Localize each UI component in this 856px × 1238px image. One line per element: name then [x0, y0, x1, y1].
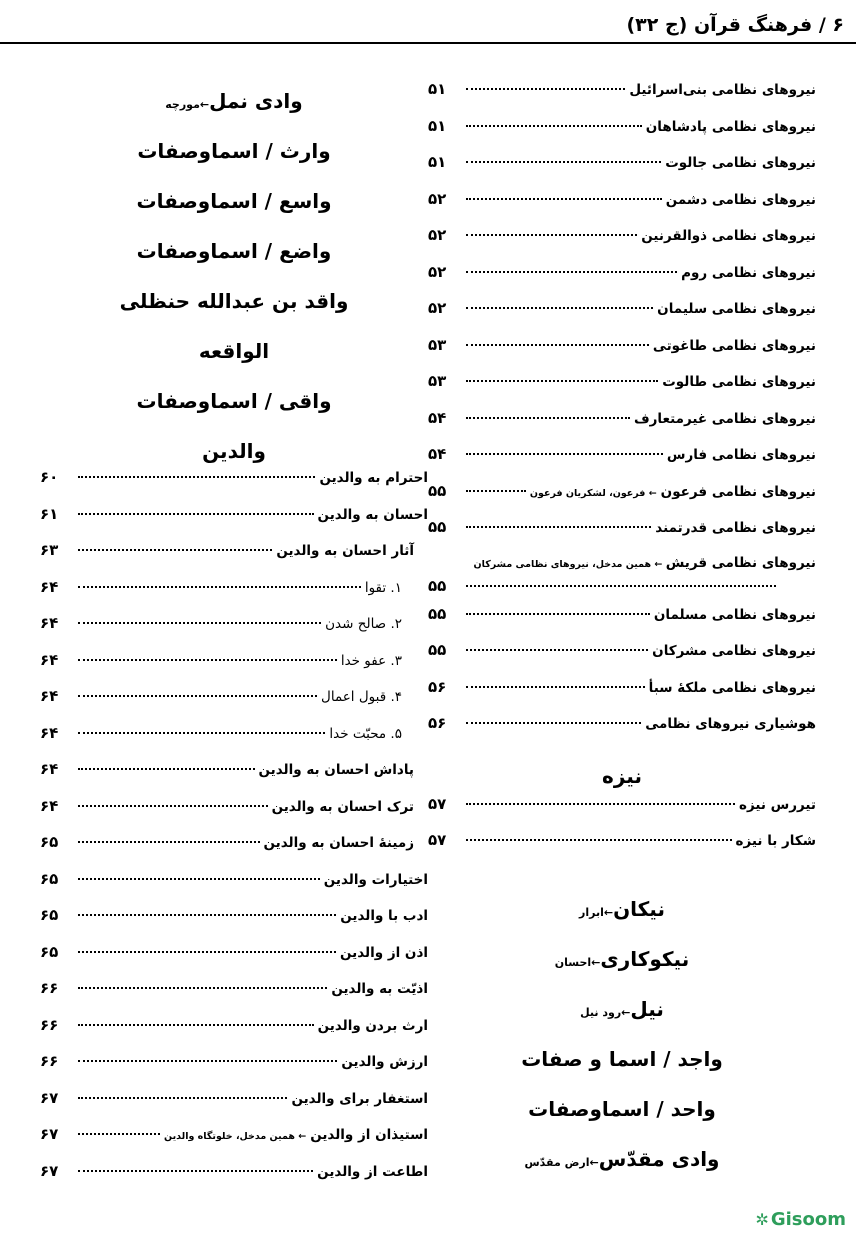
spear-entries — [428, 795, 816, 868]
dot-leader — [78, 659, 337, 661]
toc-entry[interactable] — [428, 678, 816, 715]
toc-entry-title: شکار با نیزه — [735, 833, 816, 849]
toc-entry-title: نیروهای نظامی طالوت — [662, 374, 816, 390]
right-column — [428, 80, 816, 1184]
toc-entry[interactable] — [428, 117, 816, 154]
toc-entry[interactable] — [40, 578, 428, 615]
toc-entry[interactable] — [428, 190, 816, 227]
section-heading — [428, 1034, 816, 1084]
section-heading — [40, 326, 428, 376]
dot-leader — [78, 878, 320, 880]
toc-entry-title: ارزش والدین — [341, 1054, 428, 1070]
page-title: ۶ / فرهنگ قرآن (ج ۳۲) — [626, 14, 844, 36]
dot-leader — [466, 161, 661, 163]
right-headings — [428, 884, 816, 1184]
toc-entry-title: ۳. عفو خدا — [340, 652, 402, 669]
section-heading — [40, 376, 428, 426]
toc-entry-title: آثار احسان به والدین — [276, 543, 414, 559]
toc-entry-title: نیروهای نظامی بنی‌اسرائیل — [629, 82, 816, 98]
dot-leader — [78, 914, 336, 916]
toc-entry-page: ۶۷ — [40, 1161, 59, 1180]
dot-leader — [78, 987, 327, 989]
section-heading-title: نیکوکاری — [600, 946, 690, 971]
toc-entry[interactable] — [428, 336, 816, 373]
toc-entry-title: اذیّت به والدین — [331, 981, 428, 997]
toc-entry[interactable] — [428, 226, 816, 263]
dot-leader — [466, 417, 630, 419]
section-heading-title: واسع / اسماوصفات — [136, 189, 332, 213]
toc-entry[interactable] — [40, 505, 428, 542]
toc-entry[interactable] — [40, 833, 428, 870]
toc-entry-page: ۵۶ — [428, 677, 447, 696]
toc-entry-page: ۶۴ — [40, 796, 59, 815]
section-heading-title: وادی مقدّس — [598, 1146, 720, 1171]
toc-entry-title: استغفار برای والدین — [291, 1090, 428, 1107]
toc-entry[interactable] — [40, 1089, 428, 1126]
section-heading — [428, 884, 816, 934]
toc-entry[interactable] — [40, 614, 428, 651]
section-heading-ref: ←ارض مقدّس — [524, 1155, 599, 1169]
logo-mark-icon: ✲ — [755, 1210, 769, 1229]
dot-leader — [78, 513, 314, 515]
toc-entry-title: نیروهای نظامی قدرتمند — [655, 520, 816, 536]
toc-entry-title: هوشیاری نیروهای نظامی — [645, 716, 816, 732]
toc-entry-page: ۶۶ — [40, 1015, 59, 1034]
toc-entry-title: اذن از والدین — [340, 944, 428, 961]
toc-entry[interactable] — [40, 1016, 428, 1053]
toc-entry-page: ۵۲ — [428, 189, 447, 208]
section-heading-title: واضع / اسماوصفات — [136, 239, 332, 263]
dot-leader — [466, 88, 625, 90]
dot-leader — [466, 125, 642, 127]
toc-entry[interactable] — [40, 651, 428, 688]
toc-entry[interactable] — [428, 482, 816, 519]
toc-entry[interactable] — [40, 797, 428, 834]
section-heading-spear: نیزه — [602, 763, 642, 788]
toc-entry[interactable] — [428, 795, 816, 832]
toc-entry-ref: ← همین مدخل، خلوتگاه والدین — [164, 1131, 307, 1142]
toc-entry-title: نیروهای نظامی دشمن — [665, 191, 816, 208]
toc-entry-title: نیروهای نظامی ملکهٔ سبأ — [648, 679, 816, 696]
toc-entry-page: ۵۲ — [428, 226, 447, 244]
section-heading-title: والدین — [202, 439, 266, 463]
toc-entry[interactable] — [40, 541, 428, 578]
toc-entry-title: نیروهای نظامی فارس — [666, 447, 816, 463]
section-heading — [40, 226, 428, 276]
section-heading-title: واجد / اسما و صفات — [521, 1046, 723, 1071]
toc-entry-title: نیروهای نظامی مسلمان — [653, 606, 816, 623]
toc-entry[interactable] — [40, 1052, 428, 1089]
toc-entry-page: ۵۵ — [428, 576, 447, 595]
section-heading-ref: ←مورچه — [165, 98, 210, 111]
dot-leader — [466, 613, 650, 615]
dot-leader — [466, 649, 648, 651]
toc-entry-page: ۶۵ — [40, 833, 59, 851]
section-heading-ref: ←احسان — [554, 955, 601, 969]
dot-leader — [78, 841, 260, 843]
toc-entry-title: اطاعت از والدین — [317, 1163, 428, 1180]
dot-leader — [466, 722, 641, 724]
toc-entry-title: نیروهای نظامی قریش — [665, 554, 816, 571]
toc-entry[interactable] — [40, 906, 428, 943]
toc-entry-title: ۵. محبّت خدا — [329, 725, 402, 742]
toc-entry[interactable] — [40, 687, 428, 724]
dot-leader — [466, 803, 735, 805]
toc-entry[interactable] — [428, 518, 816, 555]
toc-entry-page: ۵۵ — [428, 641, 447, 659]
page-header — [0, 8, 856, 44]
toc-entry[interactable] — [428, 409, 816, 446]
section-heading — [40, 126, 428, 176]
toc-entry-page: ۶۴ — [40, 577, 59, 596]
dot-leader — [78, 695, 317, 697]
left-headings — [40, 76, 428, 476]
toc-entry-page: ۵۵ — [428, 518, 447, 536]
toc-entry-page: ۶۴ — [40, 760, 59, 778]
dot-leader — [78, 805, 268, 807]
toc-entry-title: نیروهای نظامی پادشاهان — [645, 118, 816, 135]
dot-leader — [78, 1170, 313, 1172]
toc-entry[interactable] — [40, 870, 428, 907]
dot-leader — [78, 951, 336, 953]
gisoom-logo: ✲ Gisoom — [755, 1209, 846, 1230]
toc-entry[interactable] — [40, 724, 428, 761]
toc-entry-page: ۶۵ — [40, 906, 59, 924]
toc-entry-page: ۶۷ — [40, 1125, 59, 1143]
toc-entry[interactable] — [40, 943, 428, 980]
toc-entry-page: ۵۱ — [428, 153, 447, 171]
section-heading — [428, 1084, 816, 1134]
toc-entry-title: پاداش احسان به والدین — [258, 762, 414, 778]
toc-entry-page: ۶۳ — [40, 541, 59, 559]
dot-leader — [466, 344, 649, 346]
dot-leader — [466, 234, 637, 236]
toc-entry[interactable] — [40, 979, 428, 1016]
section-heading-title: واحد / اسماوصفات — [528, 1096, 716, 1121]
toc-entry[interactable] — [428, 263, 816, 300]
toc-entry-title: استیذان از والدین — [310, 1127, 428, 1143]
toc-entry[interactable] — [428, 714, 816, 751]
toc-entry-title: نیروهای نظامی مشرکان — [652, 643, 816, 659]
toc-entry-page: ۵۶ — [428, 714, 447, 732]
toc-entry-title: ۴. قبول اعمال — [321, 689, 402, 705]
toc-entry[interactable] — [428, 153, 816, 190]
dot-leader — [78, 1133, 160, 1135]
toc-entry-title: تیررس نیزه — [738, 796, 816, 813]
toc-entry-page: ۶۶ — [40, 1052, 59, 1070]
left-column — [40, 76, 428, 1198]
dot-leader — [466, 307, 653, 309]
toc-entry[interactable] — [428, 80, 816, 117]
toc-entry[interactable] — [40, 760, 428, 797]
toc-entry[interactable] — [428, 445, 816, 482]
toc-entry-title: اختیارات والدین — [323, 871, 428, 888]
toc-entry-title: احترام به والدین — [319, 470, 428, 486]
toc-entry-page: ۵۱ — [428, 80, 447, 98]
left-entries — [40, 468, 428, 1198]
section-heading — [40, 76, 428, 126]
toc-entry-page: ۶۵ — [40, 942, 59, 961]
section-heading-title: وادی نمل — [209, 89, 303, 113]
section-heading-title: واقد بن عبدالله حنظلی — [119, 289, 349, 313]
toc-entry-page: ۵۴ — [428, 408, 447, 427]
toc-entry-page: ۵۳ — [428, 372, 447, 390]
section-heading — [428, 984, 816, 1034]
dot-leader — [78, 622, 321, 624]
toc-entry-title: نیروهای نظامی غیرمتعارف — [633, 410, 816, 427]
toc-entry-page: ۵۵ — [428, 481, 447, 500]
dot-leader — [466, 380, 658, 382]
toc-entry-page: ۵۷ — [428, 794, 447, 813]
toc-entry-page: ۵۴ — [428, 445, 447, 463]
dot-leader — [78, 1060, 337, 1062]
toc-entry[interactable] — [428, 299, 816, 336]
dot-leader — [466, 271, 677, 273]
toc-entry-quraysh[interactable] — [428, 555, 816, 605]
toc-entry-ref: ← فرعون، لشکریان فرعون — [529, 487, 657, 499]
dot-leader — [78, 1097, 287, 1099]
toc-entry[interactable] — [428, 372, 816, 409]
toc-entry-page: ۶۴ — [40, 650, 59, 669]
dot-leader — [466, 585, 776, 587]
dot-leader — [78, 732, 325, 734]
toc-entry-page: ۵۳ — [428, 335, 447, 354]
toc-entry-title: نیروهای نظامی ذوالقرنین — [641, 228, 816, 244]
right-entries-2 — [428, 605, 816, 751]
dot-leader — [466, 490, 526, 492]
toc-entry-title: زمینهٔ احسان به والدین — [263, 835, 414, 851]
section-heading-title: الواقعه — [198, 339, 270, 363]
dot-leader — [466, 526, 651, 528]
toc-entry[interactable] — [40, 1162, 428, 1199]
toc-entry-title: نیروهای نظامی فرعون — [660, 483, 816, 500]
section-heading-ref: ←رود نیل — [580, 1005, 631, 1019]
toc-entry-page: ۶۴ — [40, 723, 59, 742]
toc-entry-title: ۲. صالح شدن — [325, 616, 402, 632]
toc-entry-page: ۵۲ — [428, 262, 447, 281]
toc-entry-page: ۵۲ — [428, 299, 447, 317]
dot-leader — [466, 839, 732, 841]
dot-leader — [466, 453, 663, 455]
toc-entry-ref: ← همین مدخل، نیروهای نظامی مشرکان — [473, 558, 663, 570]
section-heading-ref: ←ابرار — [579, 905, 614, 919]
section-heading-title: نیل — [630, 996, 664, 1021]
toc-entry-page: ۶۴ — [40, 687, 59, 705]
toc-entry-page: ۶۵ — [40, 869, 59, 888]
toc-entry-page: ۶۱ — [40, 504, 59, 523]
toc-entry-title: ترک احسان به والدین — [271, 798, 414, 815]
toc-entry-title: نیروهای نظامی طاغوتی — [652, 337, 816, 354]
toc-entry-title: احسان به والدین — [317, 506, 428, 523]
section-heading — [428, 934, 816, 984]
toc-entry-page: ۶۴ — [40, 614, 59, 632]
toc-entry-title: ارث بردن والدین — [317, 1017, 428, 1034]
dot-leader — [78, 1024, 314, 1026]
toc-entry-page: ۵۷ — [428, 831, 447, 849]
section-heading-title: نیکان — [613, 896, 665, 921]
toc-entry[interactable] — [40, 1125, 428, 1162]
toc-entry[interactable] — [428, 605, 816, 642]
toc-entry-title: نیروهای نظامی جالوت — [665, 155, 816, 171]
section-heading-title: وارث / اسماوصفات — [137, 139, 331, 163]
toc-entry-page: ۶۰ — [40, 468, 59, 486]
toc-entry[interactable] — [428, 641, 816, 678]
toc-entry-title: ۱. تقوا — [364, 579, 402, 596]
toc-entry-page: ۵۵ — [428, 604, 447, 623]
toc-entry-page: ۶۶ — [40, 979, 59, 997]
toc-entry-title: نیروهای نظامی سلیمان — [657, 301, 816, 317]
dot-leader — [78, 549, 272, 551]
section-heading — [40, 176, 428, 226]
toc-entry-page: ۶۷ — [40, 1088, 59, 1107]
dot-leader — [78, 476, 315, 478]
right-entries — [428, 80, 816, 555]
section-heading — [428, 1134, 816, 1184]
section-heading-title: واقی / اسماوصفات — [136, 389, 332, 413]
dot-leader — [466, 198, 662, 200]
toc-entry-page: ۵۱ — [428, 116, 447, 135]
toc-entry[interactable] — [428, 831, 816, 868]
dot-leader — [78, 768, 255, 770]
dot-leader — [466, 686, 645, 688]
toc-entry-title: ادب با والدین — [340, 908, 428, 924]
section-heading — [40, 276, 428, 326]
toc-entry-title: نیروهای نظامی روم — [681, 264, 816, 281]
dot-leader — [78, 586, 361, 588]
